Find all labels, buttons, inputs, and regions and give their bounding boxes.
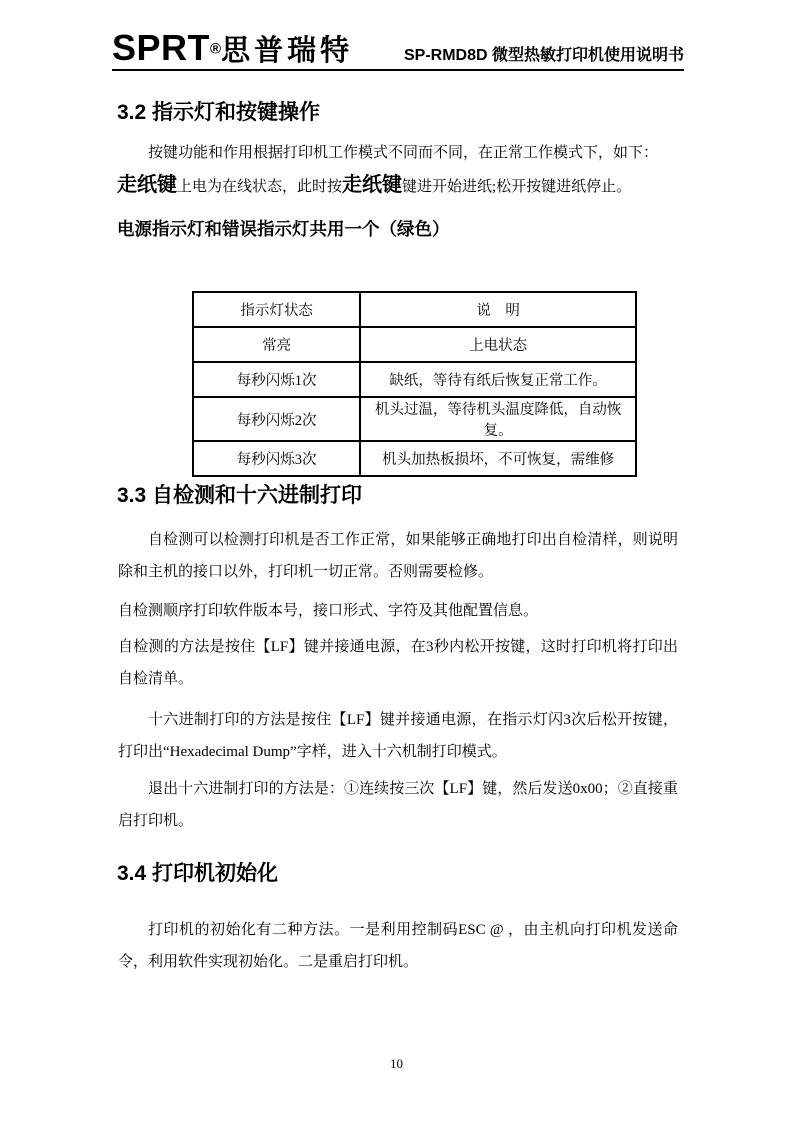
led-note: 电源指示灯和错误指示灯共用一个（绿色） (117, 219, 450, 239)
table-cell-state: 每秒闪烁2次 (193, 397, 360, 441)
page-number: 10 (390, 1056, 403, 1071)
table-cell-description: 机头过温，等待机头温度降低，自动恢复。 (360, 397, 636, 441)
table-header-state: 指示灯状态 (193, 292, 360, 327)
table-cell-state: 常亮 (193, 327, 360, 362)
section-3-3-title: 3.3 自检测和十六进制打印 (117, 484, 363, 507)
document-title: SP-RMD8D 微型热敏打印机使用说明书 (403, 46, 684, 64)
registered-trademark-icon: ® (210, 40, 222, 58)
table-cell-description: 机头加热板损坏，不可恢复，需维修 (360, 441, 636, 476)
page-header (112, 27, 684, 71)
feed-key-label: 走纸键 (342, 174, 403, 196)
table-row (193, 441, 636, 476)
feed-key-text: 上电为在线状态，此时按 (177, 179, 343, 195)
paragraph-selftest-content: 自检测顺序打印软件版本号，接口形式、字符及其他配置信息。 (118, 603, 539, 619)
table-row (193, 397, 636, 441)
section-3-2-title: 3.2 指示灯和按键操作 (117, 101, 321, 124)
table-cell-state: 每秒闪烁3次 (193, 441, 360, 476)
indicator-status-table (192, 291, 637, 477)
section-3-4-title: 3.4 打印机初始化 (117, 862, 279, 885)
feed-key-paragraph (117, 172, 717, 200)
feed-key-label: 走纸键 (117, 174, 177, 196)
section-3-2-intro-paragraph: 按键功能和作用根据打印机工作模式不同而不同，在正常工作模式下，如下： (148, 145, 659, 161)
feed-key-text: 键进开始进纸;松开按键进纸停止。 (402, 179, 632, 195)
paragraph-hexdump-method: 十六进制打印的方法是按住【LF】键并接通电源，在指示灯闪3次后松开按键，打印出“Hexadecimal Dump”字样，进入十六机制打印模式。 (118, 712, 678, 760)
paragraph-selftest-overview: 自检测可以检测打印机是否工作正常，如果能够正确地打印出自检清样，则说明除和主机的接口以外，打印机一切正常。否则需要检修。 (118, 532, 678, 580)
table-row (193, 327, 636, 362)
table-cell-state: 每秒闪烁1次 (193, 362, 360, 397)
table-header-row (193, 292, 636, 327)
brand-name-cn: 思普瑞特 (221, 35, 354, 67)
paragraph-initialization: 打印机的初始化有二种方法。一是利用控制码ESC @ ，由主机向打印机发送命令，利用软件实现初始化。二是重启打印机。 (118, 922, 678, 970)
paragraph-selftest-method: 自检测的方法是按住【LF】键并接通电源，在3秒内松开按键，这时打印机将打印出自检清单。 (118, 639, 678, 687)
table-cell-description: 缺纸，等待有纸后恢复正常工作。 (360, 362, 636, 397)
table-header-description: 说 明 (360, 292, 636, 327)
table-row (193, 362, 636, 397)
brand-name-en: SPRT (112, 27, 211, 68)
paragraph-hexdump-exit: 退出十六进制打印的方法是：①连续按三次【LF】键，然后发送0x00；②直接重启打印机。 (118, 781, 678, 829)
table-cell-description: 上电状态 (360, 327, 636, 362)
brand-logo (112, 27, 354, 68)
